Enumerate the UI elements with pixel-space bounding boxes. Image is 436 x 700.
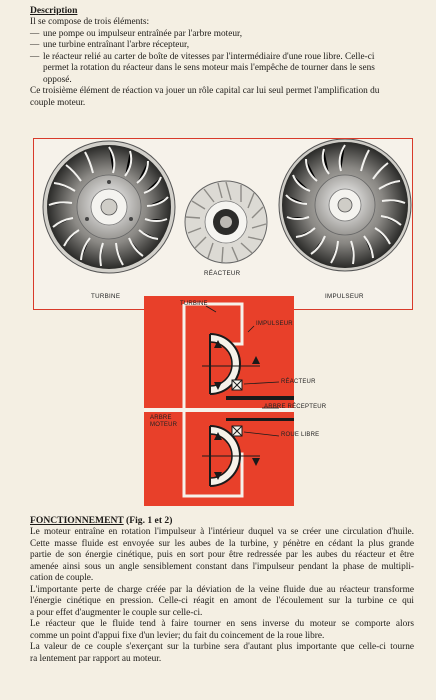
list-item [30, 29, 413, 41]
body-line: Le réacteur que le fluide tend à faire tourner en sens inverse du moteur se comporte alors [30, 619, 414, 629]
body-line: comme un point d'appui fixe d'un levier; du fait du coincement de la roue libre. [30, 630, 325, 641]
list-item [30, 40, 413, 52]
reacteur-label: RÉACTEUR [204, 270, 241, 277]
body-line: l'énergie cinétique en pression. Celle-ci réagit en amont de l'écoulement sur la turbine ce qui [30, 596, 414, 606]
diagram-impulseur-label: IMPULSEUR [256, 321, 293, 327]
diagram-reacteur-label: RÉACTEUR [281, 379, 316, 385]
body-line: La valeur de ce couple s'exerçant sur la turbine sera d'autant plus importante que celle-ci tourne [30, 642, 414, 652]
body-line: ra lentement par rapport au moteur. [30, 653, 162, 664]
body-line: Cette masse fluide est envoyée sur les aubes de la turbine, y pénètre en cédant la plus grande [30, 538, 414, 549]
impulseur-image [279, 139, 411, 271]
list-item-text: une pompe ou impulseur entraînée par l'arbre moteur, [43, 28, 243, 39]
body-line: a pour effet d'augmenter le couple sur celle-ci. [30, 607, 203, 618]
description-conclusion: couple moteur. [30, 97, 86, 108]
diagram-turbine-label: TURBINE [180, 301, 208, 307]
description-body [30, 17, 413, 109]
list-dash: — [30, 40, 40, 50]
impulseur-label: IMPULSEUR [325, 293, 364, 300]
converter-diagram [144, 296, 327, 506]
fonctionnement-title: FONCTIONNEMENT [30, 515, 124, 526]
description-conclusion: Ce troisième élément de réaction va jouer un rôle capital car lui seul permet l'amplification du [30, 86, 380, 96]
diagram-moteur-label: MOTEUR [150, 422, 178, 428]
list-item-continuation: permet la rotation du réacteur dans le sens moteur mais l'empêche de tourner dans le sens [43, 63, 375, 73]
reacteur-image [185, 181, 267, 263]
description-heading: Description [30, 5, 78, 16]
fonctionnement-heading [30, 515, 172, 526]
diagram-arbre-recepteur-label: ARBRE RÉCEPTEUR [264, 404, 327, 410]
turbine-label: TURBINE [91, 293, 121, 300]
list-item-text: une turbine entraînant l'arbre récepteur, [43, 40, 190, 50]
converter-diagram-art [144, 296, 294, 506]
list-dash: — [30, 51, 40, 62]
list-item-continuation: opposé. [43, 74, 72, 85]
fonctionnement-body [30, 527, 414, 665]
turbine-image [43, 141, 175, 273]
description-intro: Il se compose de trois éléments: [30, 17, 150, 27]
list-item-text: le réacteur relié au carter de boîte de vitesses par l'intermédiaire d'une roue libre. Celle-ci [43, 51, 375, 62]
body-line: partie de son énergie cinétique, puis en sort pour être redressée par les aubes du réacteur et être [30, 550, 414, 560]
diagram-roue-libre-label: ROUE LIBRE [281, 432, 320, 438]
components-photo [33, 138, 413, 310]
figure-reference: (Fig. 1 et 2) [126, 515, 173, 526]
body-line: L'importante perte de charge créée par la déviation de la veine fluide due au réacteur transforme [30, 584, 414, 595]
body-line: Le moteur entraîne en rotation l'impulseur à l'intérieur duquel va se créer une circulation d'huile. [30, 527, 414, 537]
body-line: cation de couple. [30, 573, 94, 583]
list-item [30, 52, 413, 64]
list-dash: — [30, 28, 40, 39]
diagram-arbre-label: ARBRE [150, 415, 172, 421]
body-line: amenée ainsi sous un angle sensiblement constant dans l'impulseur pendant la phase de multipli- [30, 561, 414, 572]
components-photo-art [34, 139, 412, 309]
